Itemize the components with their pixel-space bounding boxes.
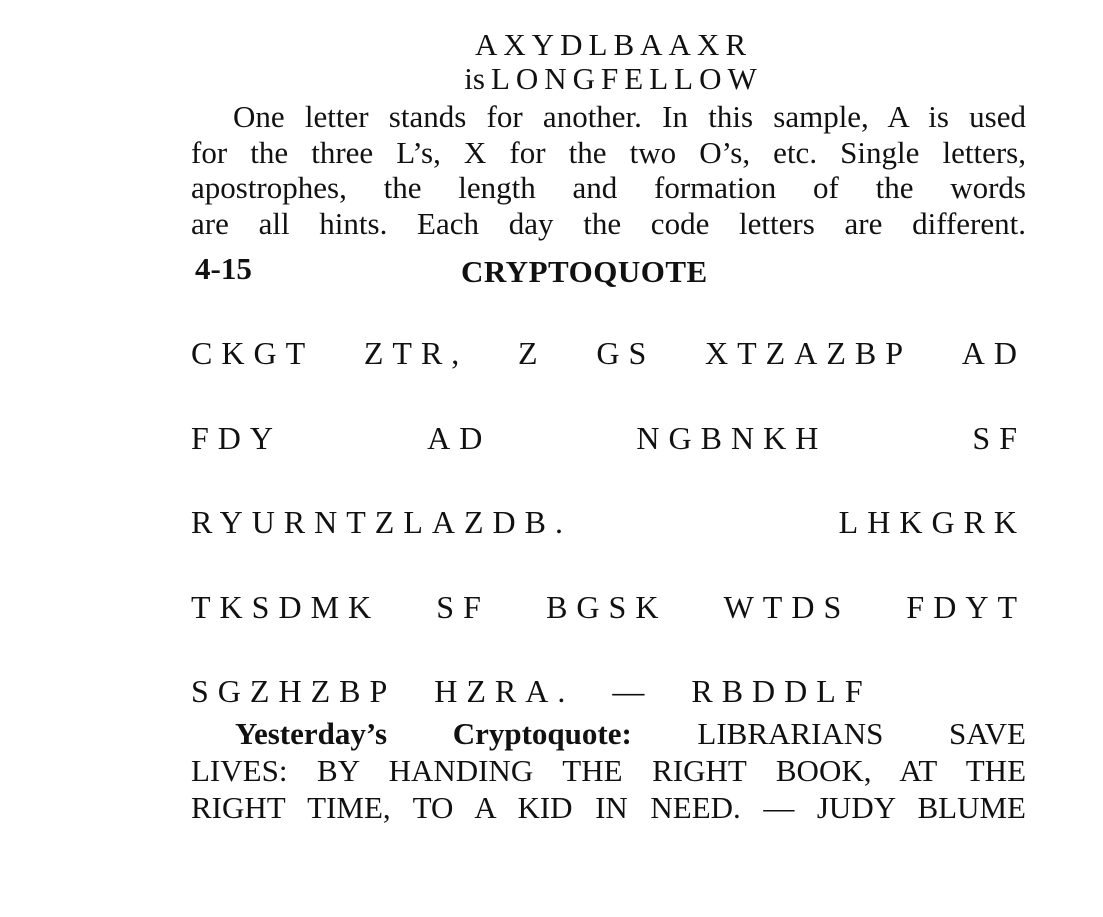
cipher-line xyxy=(191,587,1026,672)
instructions-line: One letter stands for another. In this sample, A is used xyxy=(233,99,1026,134)
cipher-word: CKGT xyxy=(191,335,315,371)
cipher-word: Z xyxy=(518,335,547,371)
cipher-word: RYURNTZLAZDB. xyxy=(191,504,572,540)
cipher-text xyxy=(191,333,1026,715)
cipher-line xyxy=(191,418,1026,503)
cipher-word: NGBNKH xyxy=(636,419,828,456)
cipher-line xyxy=(191,333,1026,418)
cipher-word: BGSK xyxy=(546,588,668,625)
instructions-line: apostrophes, the length and formation of the words xyxy=(191,170,1026,205)
cipher-dash: — xyxy=(612,673,654,709)
cipher-author: RBDDLF xyxy=(691,673,872,709)
cipher-word: SF xyxy=(436,588,490,625)
cipher-word: SGZHZBP xyxy=(191,673,397,709)
cipher-word: LHKGRK xyxy=(838,504,1026,540)
puzzle-header xyxy=(191,249,1026,293)
cipher-word: SF xyxy=(972,419,1026,456)
cipher-word: WTDS xyxy=(723,588,851,625)
sample-code-text: AXYDLBAAXR xyxy=(475,27,752,62)
sample-answer-line xyxy=(201,62,1026,96)
cipher-line xyxy=(191,671,1026,715)
cipher-word: XTZAZBP xyxy=(705,335,912,371)
cipher-word: GS xyxy=(596,335,656,371)
puzzle-title: CRYPTOQUOTE xyxy=(461,254,708,289)
cipher-word: AD xyxy=(961,335,1026,371)
sample-is-word: is xyxy=(464,61,485,96)
yesterday-text: LIBRARIANS SAVE xyxy=(697,716,1026,751)
puzzle-number: 4-15 xyxy=(195,251,252,286)
sample-answer-text: LONGFELLOW xyxy=(490,61,763,96)
yesterday-line xyxy=(191,715,1026,752)
yesterday-answer xyxy=(191,715,1026,826)
cipher-word: TKSDMK xyxy=(191,588,381,625)
cipher-line xyxy=(191,502,1026,587)
yesterday-line: RIGHT TIME, TO A KID IN NEED. — JUDY BLUME xyxy=(191,790,1026,825)
cipher-word: AD xyxy=(427,419,492,456)
yesterday-line: LIVES: BY HANDING THE RIGHT BOOK, AT THE xyxy=(191,753,1026,788)
cipher-word: FDY xyxy=(191,419,283,456)
cipher-word: HZRA. xyxy=(434,673,575,709)
instructions-line: for the three L’s, X for the two O’s, etc. Single letters, xyxy=(191,134,1026,170)
instructions-line: are all hints. Each day the code letters are different. xyxy=(191,205,1026,241)
yesterday-label: Yesterday’s Cryptoquote: xyxy=(235,716,632,751)
instructions-paragraph xyxy=(191,99,1026,241)
cipher-word: FDYT xyxy=(906,588,1026,625)
cipher-word: ZTR, xyxy=(363,335,469,371)
cryptoquote-panel xyxy=(191,28,1026,826)
